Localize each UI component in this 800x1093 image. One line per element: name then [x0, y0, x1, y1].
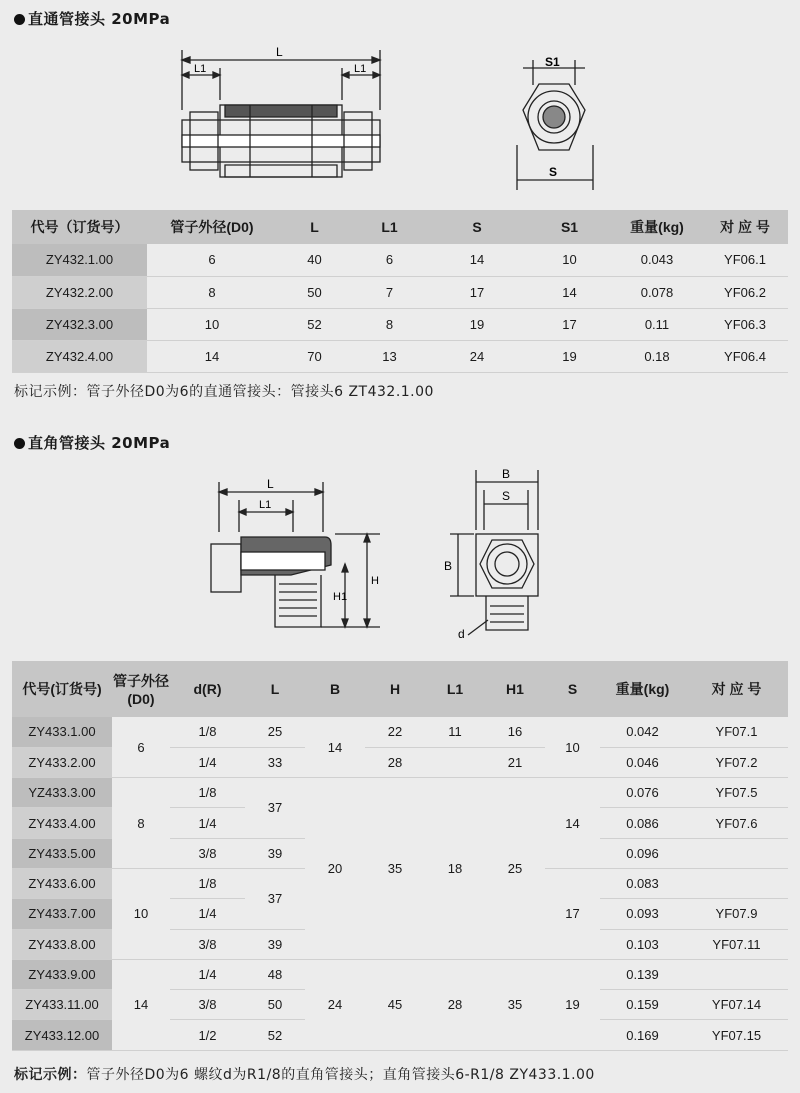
table-cell: 25: [485, 778, 545, 960]
column-header: S: [545, 661, 600, 717]
table-cell: 10: [112, 868, 170, 959]
table-cell: 14: [112, 959, 170, 1050]
column-header: L: [277, 210, 352, 244]
dim-label-L1-left: L1: [194, 63, 207, 75]
order-code: ZY433.8.00: [12, 929, 112, 959]
table-cell: 1/4: [170, 899, 245, 929]
dim-label-S1: S1: [545, 55, 560, 69]
dim-label-H1: H1: [333, 591, 348, 603]
table-cell: 0.103: [600, 929, 685, 959]
table-cell: YF06.3: [702, 308, 788, 340]
table-cell: 1/8: [170, 778, 245, 808]
table-row: [12, 308, 788, 340]
table-cell: 25: [245, 717, 305, 747]
table-cell: YF07.5: [685, 778, 788, 808]
order-code: ZY433.7.00: [12, 899, 112, 929]
dim-label-L: L: [267, 477, 274, 491]
column-header: 重量(kg): [600, 661, 685, 717]
column-header: H1: [485, 661, 545, 717]
dim-label-L1-right: L1: [354, 63, 367, 75]
table-row: [12, 717, 788, 747]
table-cell: 22: [365, 717, 425, 747]
table-cell: YF07.6: [685, 808, 788, 838]
table-cell: 11: [425, 717, 485, 747]
table-cell: YF07.14: [685, 990, 788, 1020]
table-row: [12, 276, 788, 308]
section1-note: 标记示例：管子外径D0为6的直通管接头：管接头6 ZT432.1.00: [14, 384, 434, 400]
table-cell: 0.169: [600, 1020, 685, 1050]
table-cell: 0.139: [600, 959, 685, 989]
dim-label-B: B: [502, 467, 511, 481]
table-cell: 7: [352, 276, 427, 308]
table-cell: 0.078: [612, 276, 702, 308]
table-cell: 6: [112, 717, 170, 778]
table-cell: 37: [245, 778, 305, 839]
column-header: 对 应 号: [702, 210, 788, 244]
table-cell: YF06.1: [702, 244, 788, 276]
table-cell: 13: [352, 340, 427, 372]
order-code: ZY432.4.00: [12, 340, 147, 372]
column-header: B: [305, 661, 365, 717]
table-cell: 0.042: [600, 717, 685, 747]
table-cell: 39: [245, 929, 305, 959]
table-cell: 0.096: [600, 838, 685, 868]
table-cell: 19: [427, 308, 527, 340]
column-header: H: [365, 661, 425, 717]
table-cell: 24: [305, 959, 365, 1050]
table-cell: [685, 959, 788, 989]
section2-note-label: 标记示例：: [14, 1067, 87, 1083]
table-cell: 1/8: [170, 868, 245, 898]
section1-title: 直通管接头 20MPa: [28, 10, 171, 28]
table-cell: 28: [425, 959, 485, 1050]
table-cell: 8: [147, 276, 277, 308]
order-code: ZY432.2.00: [12, 276, 147, 308]
table-cell: 35: [485, 959, 545, 1050]
table-cell: 8: [112, 778, 170, 869]
column-header: L1: [352, 210, 427, 244]
order-code: ZY432.3.00: [12, 308, 147, 340]
column-header: L1: [425, 661, 485, 717]
column-header: 管子外径(D0): [112, 661, 170, 717]
table-cell: YF06.4: [702, 340, 788, 372]
table-cell: 14: [527, 276, 612, 308]
table-cell: 17: [545, 868, 600, 959]
dim-label-H: H: [371, 575, 379, 587]
table-cell: [685, 838, 788, 868]
order-code: ZY433.2.00: [12, 747, 112, 777]
table-cell: 0.159: [600, 990, 685, 1020]
table-cell: 37: [245, 868, 305, 929]
table-cell: 14: [305, 717, 365, 778]
order-code: YZ433.3.00: [12, 778, 112, 808]
order-code: ZY433.5.00: [12, 838, 112, 868]
section2-heading: [14, 432, 170, 453]
straight-connector-side-view: [170, 40, 400, 200]
table-cell: 0.086: [600, 808, 685, 838]
section2-note: [14, 1064, 595, 1084]
order-code: ZY433.12.00: [12, 1020, 112, 1050]
table-cell: 0.046: [600, 747, 685, 777]
table-cell: 70: [277, 340, 352, 372]
table-cell: 1/4: [170, 959, 245, 989]
table-cell: 8: [352, 308, 427, 340]
column-header: S: [427, 210, 527, 244]
order-code: ZY432.1.00: [12, 244, 147, 276]
order-code: ZY433.1.00: [12, 717, 112, 747]
dim-label-B-vertical: B: [444, 559, 453, 573]
table-cell: 52: [277, 308, 352, 340]
table-cell: 14: [427, 244, 527, 276]
table-cell: 14: [147, 340, 277, 372]
table-cell: 39: [245, 838, 305, 868]
section1-heading: [14, 8, 170, 29]
table-cell: YF07.1: [685, 717, 788, 747]
table-cell: 1/8: [170, 717, 245, 747]
table-cell: 28: [365, 747, 425, 777]
table-cell: 6: [147, 244, 277, 276]
table-cell: 3/8: [170, 990, 245, 1020]
table-cell: 33: [245, 747, 305, 777]
straight-connector-table: [12, 210, 788, 373]
order-code: ZY433.6.00: [12, 868, 112, 898]
column-header: 管子外径(D0): [147, 210, 277, 244]
column-header: S1: [527, 210, 612, 244]
elbow-connector-end-view: [440, 460, 560, 645]
table-row: [12, 340, 788, 372]
table-cell: 21: [485, 747, 545, 777]
table-cell: 19: [527, 340, 612, 372]
elbow-connector-side-view: [205, 472, 405, 647]
table-cell: 1/4: [170, 747, 245, 777]
dim-label-S: S: [549, 165, 558, 179]
table-cell: 20: [305, 778, 365, 960]
table-cell: 17: [427, 276, 527, 308]
dim-label-d: d: [458, 627, 465, 641]
table-cell: 45: [365, 959, 425, 1050]
table-cell: 24: [427, 340, 527, 372]
table-cell: 16: [485, 717, 545, 747]
table-cell: 35: [365, 778, 425, 960]
column-header: d(R): [170, 661, 245, 717]
table-cell: [425, 747, 485, 777]
column-header: 重量(kg): [612, 210, 702, 244]
column-header: 代号（订货号）: [12, 210, 147, 244]
table-cell: 0.043: [612, 244, 702, 276]
table-cell: YF07.11: [685, 929, 788, 959]
table-header-row: [12, 661, 788, 717]
table-cell: YF07.9: [685, 899, 788, 929]
dim-label-L1: L1: [259, 499, 272, 511]
order-code: ZY433.4.00: [12, 808, 112, 838]
table-cell: 50: [277, 276, 352, 308]
bullet-icon: [14, 14, 25, 25]
straight-connector-end-view: [505, 50, 605, 200]
table-cell: 0.11: [612, 308, 702, 340]
elbow-connector-table: [12, 661, 788, 1051]
table-cell: 17: [527, 308, 612, 340]
dim-label-L: L: [276, 45, 283, 59]
table-cell: 10: [545, 717, 600, 778]
order-code: ZY433.11.00: [12, 990, 112, 1020]
table-header-row: [12, 210, 788, 244]
table-cell: 6: [352, 244, 427, 276]
section2-title: 直角管接头 20MPa: [28, 434, 171, 452]
table-cell: YF07.2: [685, 747, 788, 777]
table-cell: 52: [245, 1020, 305, 1050]
table-cell: 3/8: [170, 838, 245, 868]
table-cell: 48: [245, 959, 305, 989]
bullet-icon: [14, 438, 25, 449]
table-cell: 18: [425, 778, 485, 960]
table-cell: 40: [277, 244, 352, 276]
table-row: [12, 778, 788, 808]
section2-note-text: 管子外径D0为6 螺纹d为R1/8的直角管接头；直角管接头6-R1/8 ZY433.1.00: [86, 1067, 595, 1083]
table-cell: 0.18: [612, 340, 702, 372]
column-header: 对 应 号: [685, 661, 788, 717]
column-header: 代号(订货号): [12, 661, 112, 717]
table-cell: 0.093: [600, 899, 685, 929]
column-header: L: [245, 661, 305, 717]
table-cell: 50: [245, 990, 305, 1020]
table-cell: 14: [545, 778, 600, 869]
table-cell: 10: [527, 244, 612, 276]
table-cell: YF06.2: [702, 276, 788, 308]
table-cell: 0.083: [600, 868, 685, 898]
table-cell: 1/2: [170, 1020, 245, 1050]
table-cell: 3/8: [170, 929, 245, 959]
table-row: [12, 959, 788, 989]
dim-label-S: S: [502, 489, 511, 503]
order-code: ZY433.9.00: [12, 959, 112, 989]
table-row: [12, 244, 788, 276]
table-cell: 1/4: [170, 808, 245, 838]
table-cell: [685, 868, 788, 898]
table-cell: YF07.15: [685, 1020, 788, 1050]
table-cell: 10: [147, 308, 277, 340]
table-cell: 0.076: [600, 778, 685, 808]
table-cell: 19: [545, 959, 600, 1050]
